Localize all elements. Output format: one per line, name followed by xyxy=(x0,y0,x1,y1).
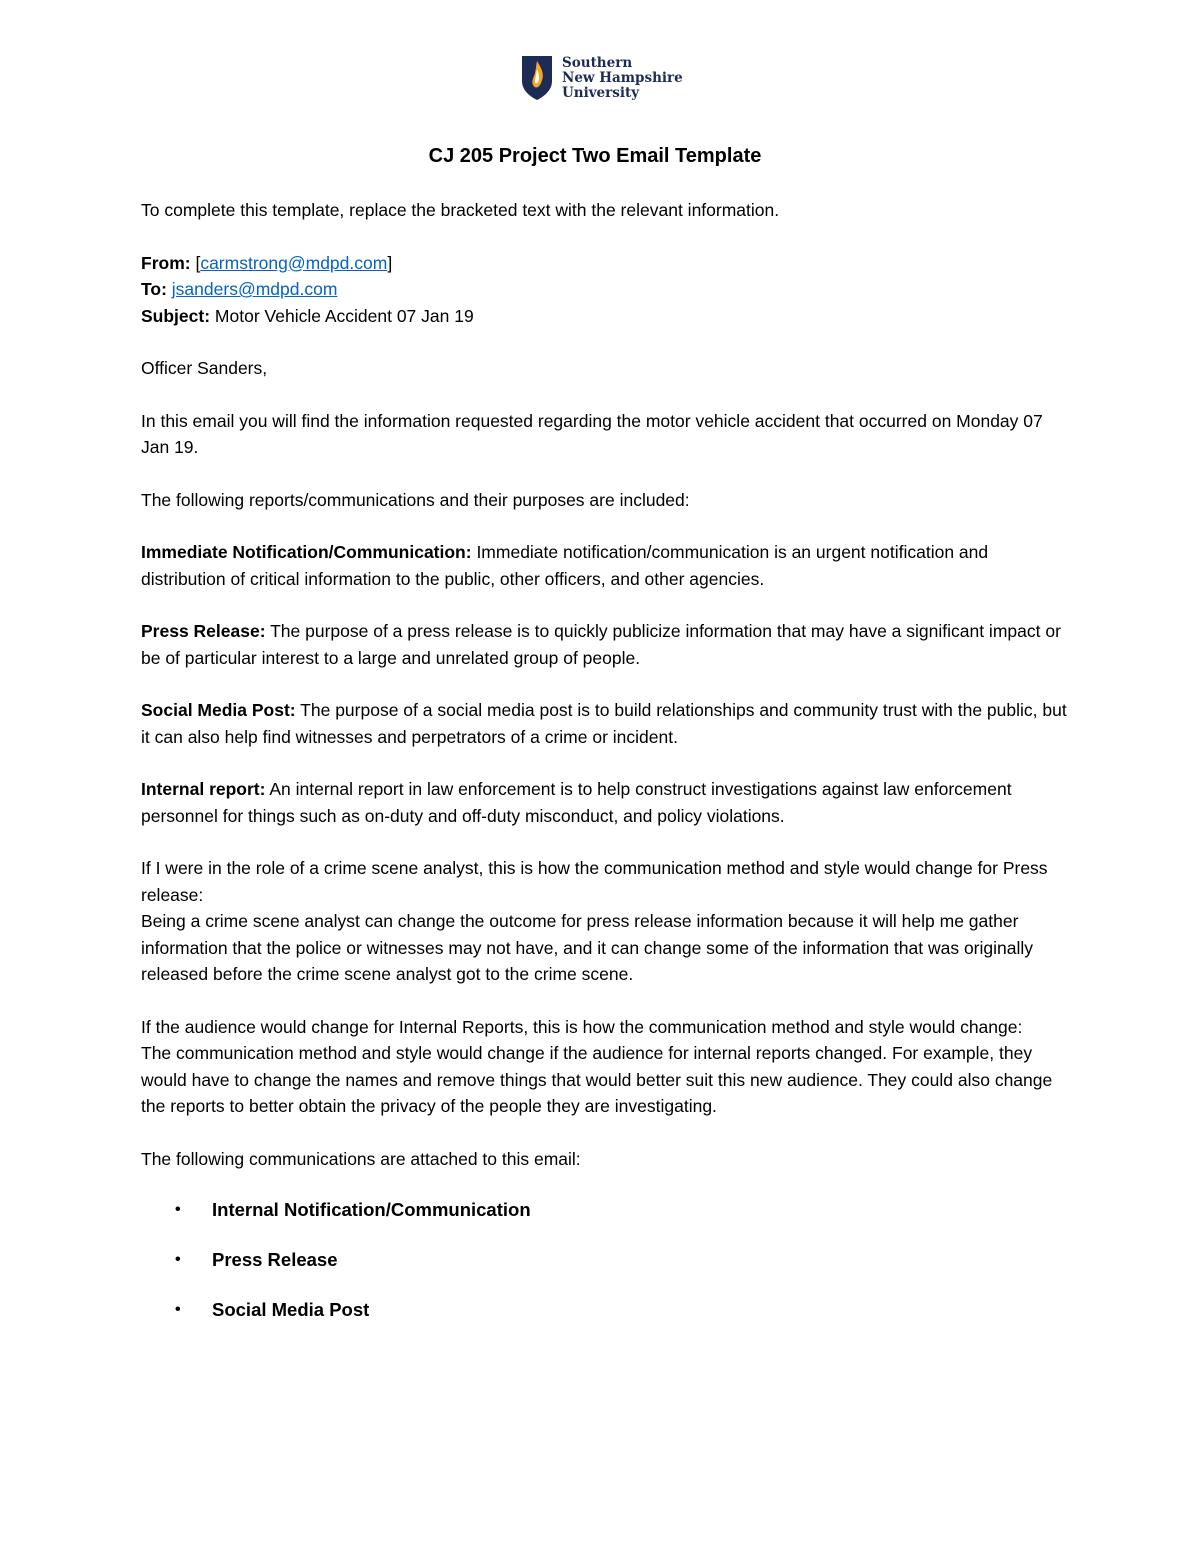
logo-wordmark xyxy=(562,56,683,101)
attachments-list xyxy=(141,1198,1071,1322)
logo-line-2: New Hampshire xyxy=(562,70,683,86)
from-line xyxy=(141,250,1071,277)
attachment-label: Press Release xyxy=(212,1249,338,1270)
instructions: To complete this template, replace the bracketed text with the relevant information. xyxy=(141,200,780,220)
analyst-answer: Being a crime scene analyst can change the outcome for press release information because it will help me gather information that the police or witnesses may not have, and it can change some of the information that was originally released before the crime scene analyst got to the crime scene. xyxy=(141,911,1034,984)
greeting: Officer Sanders, xyxy=(141,358,268,378)
to-label: To: xyxy=(141,279,167,299)
audience-answer: The communication method and style would change if the audience for internal reports changed. For example, they would have to change the names and remove things that would better suit this new audience. They could also change the reports to better obtain the privacy of the people they are investigating. xyxy=(141,1043,1053,1116)
purpose-label: Internal report: xyxy=(141,779,266,799)
purpose-text: An internal report in law enforcement is to help construct investigations against law enforcement personnel for things such as on-duty and off-duty misconduct, and policy violations. xyxy=(141,779,1012,826)
purpose-label: Immediate Notification/Communication: xyxy=(141,542,472,562)
intro-paragraph: In this email you will find the information requested regarding the motor vehicle accident that occurred on Monday 07 Jan 19. xyxy=(141,410,1043,457)
purpose-label: Press Release: xyxy=(141,621,266,641)
purpose-text: The purpose of a social media post is to build relationships and community trust with the public, but it can also help find witnesses and perpetrators of a crime or incident. xyxy=(141,700,1067,747)
to-line xyxy=(141,276,1071,303)
from-bracket-open: [ xyxy=(195,252,201,273)
list-item xyxy=(141,1198,1071,1222)
bullet-icon: • xyxy=(175,1301,181,1318)
university-logo xyxy=(521,55,683,101)
purpose-text: The purpose of a press release is to quickly publicize information that may have a significant impact or be of particular interest to a large and unrelated group of people. xyxy=(141,621,1061,668)
attachment-label: Internal Notification/Communication xyxy=(212,1199,531,1220)
shield-flame-icon xyxy=(521,55,553,101)
to-email-link[interactable]: jsanders@mdpd.com xyxy=(171,279,338,299)
reports-intro: The following reports/communications and their purposes are included: xyxy=(141,489,690,510)
purpose-immediate-notification xyxy=(141,539,1071,592)
bullet-icon: • xyxy=(175,1201,181,1218)
list-item xyxy=(141,1248,1071,1272)
subject-value: Motor Vehicle Accident 07 Jan 19 xyxy=(214,305,474,326)
document-body xyxy=(141,197,1071,1322)
audience-prompt: If the audience would change for Internal Reports, this is how the communication method and style would change: xyxy=(141,1016,1023,1037)
purpose-press-release xyxy=(141,618,1071,671)
analyst-prompt: If I were in the role of a crime scene analyst, this is how the communication method and style would change for Press release: xyxy=(141,858,1048,905)
from-email-link[interactable]: carmstrong@mdpd.com xyxy=(200,252,388,273)
bullet-icon: • xyxy=(175,1251,181,1268)
subject-line xyxy=(141,303,1071,330)
attachment-label: Social Media Post xyxy=(212,1299,370,1320)
from-label: From: xyxy=(141,252,191,273)
purpose-internal-report xyxy=(141,776,1071,829)
purpose-label: Social Media Post: xyxy=(141,700,296,720)
document-title: CJ 205 Project Two Email Template xyxy=(428,145,762,167)
logo-line-3: University xyxy=(562,85,640,101)
logo-line-1: Southern xyxy=(562,55,633,71)
from-bracket-close: ] xyxy=(387,252,393,273)
attachments-intro: The following communications are attached to this email: xyxy=(141,1148,581,1169)
list-item xyxy=(141,1298,1071,1322)
subject-label: Subject: xyxy=(141,305,211,326)
purpose-social-media-post xyxy=(141,697,1071,750)
purpose-text: Immediate notification/communication is an urgent notification and distribution of critical information to the public, other officers, and other agencies. xyxy=(141,542,989,589)
